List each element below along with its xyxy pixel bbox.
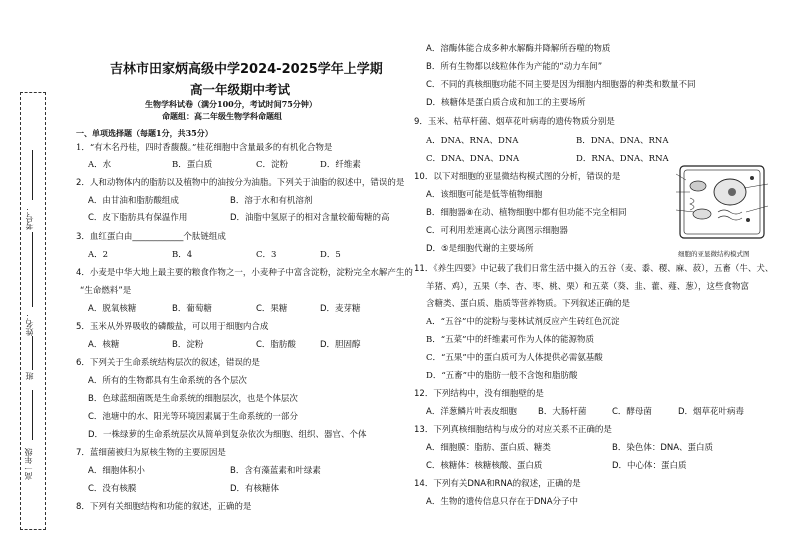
q6-option-c[interactable]: C．池塘中的水、阳光等环境因素属于生命系统的一部分 xyxy=(88,412,298,422)
q12-option-d[interactable]: D．烟草花叶病毒 xyxy=(678,407,745,417)
q3-option-b[interactable]: B．4 xyxy=(172,250,193,260)
q12-option-b[interactable]: B．大肠杆菌 xyxy=(538,407,587,417)
q1-option-a[interactable]: A．水 xyxy=(88,160,112,170)
q8-option-a[interactable]: A．溶酶体能合成多种水解酶并降解所吞噬的物质 xyxy=(426,44,611,54)
q4-option-a[interactable]: A．脱氧核糖 xyxy=(88,304,137,314)
diagram-caption: 细胞的亚显微结构模式图 xyxy=(678,250,750,258)
class-label: 班 xyxy=(25,372,34,380)
q12-option-c[interactable]: C．酵母菌 xyxy=(612,407,652,417)
name-line xyxy=(32,336,33,370)
q14-stem: 14．下列有关DNA和RNA的叙述，正确的是 xyxy=(414,479,581,489)
q4-option-b[interactable]: B．葡萄糖 xyxy=(172,304,212,314)
q11-option-d[interactable]: D．“五畜”中的脂肪一般不含饱和脂肪酸 xyxy=(426,371,578,381)
q13-option-b[interactable]: B．染色体：DNA、蛋白质 xyxy=(612,443,714,453)
q14-option-a[interactable]: A．生物的遗传信息只存在于DNA分子中 xyxy=(426,497,579,507)
q7-option-c[interactable]: C．没有核膜 xyxy=(88,484,137,494)
chloroplast xyxy=(690,181,706,191)
q3-option-c[interactable]: C．3 xyxy=(256,250,277,260)
q2-option-d[interactable]: D．油脂中氢原子的相对含量较葡萄糖的高 xyxy=(230,213,390,223)
q6-option-d[interactable]: D．一株绿萝的生命系统层次从简单到复杂依次为细胞、组织、器官、个体 xyxy=(88,430,367,440)
class-line xyxy=(32,390,33,440)
name-label: 姓名： xyxy=(25,312,34,336)
q11-option-a[interactable]: A．“五谷”中的淀粉与斐林试剂反应产生砖红色沉淀 xyxy=(426,317,620,327)
q10-option-c[interactable]: C．可利用差速离心法分离图示细胞器 xyxy=(426,226,568,236)
q3-option-d[interactable]: D．5 xyxy=(320,250,341,260)
page-title: 吉林市田家炳高级中学2024-2025学年上学期 xyxy=(110,62,383,77)
cell-diagram xyxy=(674,162,770,250)
q13-stem: 13．下列真核细胞结构与成分的对应关系不正确的是 xyxy=(414,425,612,435)
q10-option-b[interactable]: B．细胞器⑧在动、植物细胞中都有但功能不完全相同 xyxy=(426,208,627,218)
grade-label: 高一年级 xyxy=(24,448,33,480)
q5-option-d[interactable]: D．胆固醇 xyxy=(320,340,361,350)
ribosome xyxy=(746,218,750,222)
q5-option-c[interactable]: C．脂肪酸 xyxy=(256,340,296,350)
mitochondrion xyxy=(693,209,711,219)
q8-stem: 8．下列有关细胞结构和功能的叙述，正确的是 xyxy=(76,502,252,512)
q3-stem: 3．血红蛋白由____________个肽链组成 xyxy=(76,232,226,242)
q5-stem: 5．玉米从外界吸收的磷酸盐，可以用于细胞内合成 xyxy=(76,322,269,332)
q7-option-a[interactable]: A．细胞体积小 xyxy=(88,466,145,476)
q1-option-c[interactable]: C．淀粉 xyxy=(256,160,289,170)
q8-option-c[interactable]: C．不同的真核细胞功能不同主要是因为细胞内细胞器的种类和数量不同 xyxy=(426,80,696,90)
subject-line: 生物学科试卷（满分100分，考试时间75分钟） xyxy=(145,99,317,109)
q4-stem-line1: 4．小麦是中华大地上最主要的粮食作物之一，小麦种子中富含淀粉，淀粉完全水解产生的 xyxy=(76,268,413,278)
q8-option-d[interactable]: D．核糖体是蛋白质合成和加工的主要场所 xyxy=(426,98,586,108)
q9-option-a[interactable]: A．DNA、RNA、DNA xyxy=(426,136,519,146)
q4-option-c[interactable]: C．果糖 xyxy=(256,304,288,314)
q3-option-a[interactable]: A．2 xyxy=(88,250,109,260)
q11-stem-line1: 11．《养生四要》中记载了我们日常生活中摄入的五谷（麦、黍、稷、麻、菽），五畜（牛、犬、 xyxy=(414,264,774,274)
q10-option-d[interactable]: D．⑤是细胞代谢的主要场所 xyxy=(426,244,534,254)
q6-option-a[interactable]: A．所有的生物都具有生命系统的各个层次 xyxy=(88,376,247,386)
exam-number-label: 考号： xyxy=(25,206,34,230)
q13-option-a[interactable]: A．细胞膜：脂肪、蛋白质、糖类 xyxy=(426,443,551,453)
q7-stem: 7．蓝细菌被归为原核生物的主要原因是 xyxy=(76,448,226,458)
q10-option-a[interactable]: A．该细胞可能是低等植物细胞 xyxy=(426,190,543,200)
q12-option-a[interactable]: A．洋葱鳞片叶表皮细胞 xyxy=(426,407,517,417)
q7-option-b[interactable]: B．含有藻蓝素和叶绿素 xyxy=(230,466,321,476)
q1-stem: 1．“有木名丹桂，四时香馥馥。”桂花细胞中含量最多的有机化合物是 xyxy=(76,143,333,153)
q5-option-b[interactable]: B．淀粉 xyxy=(172,340,204,350)
q4-option-d[interactable]: D．麦芽糖 xyxy=(320,304,361,314)
q8-option-b[interactable]: B．所有生物都以线粒体作为产能的“动力车间” xyxy=(426,62,603,72)
exam-number-line-2 xyxy=(32,232,33,307)
q1-option-d[interactable]: D．纤维素 xyxy=(320,160,361,170)
q4-stem-line2: “生命燃料”是 xyxy=(80,286,132,296)
q12-stem: 12．下列结构中，没有细胞壁的是 xyxy=(414,389,544,399)
q13-option-d[interactable]: D．中心体：蛋白质 xyxy=(612,461,687,471)
q2-stem: 2．人和动物体内的脂肪以及植物中的油按分为油脂。下列关于油脂的叙述中，错误的是 xyxy=(76,178,405,188)
q6-option-b[interactable]: B．色球蓝细菌既是生命系统的细胞层次，也是个体层次 xyxy=(88,394,298,404)
q9-option-d[interactable]: D．RNA、DNA、RNA xyxy=(576,154,669,164)
q6-stem: 6．下列关于生命系统结构层次的叙述，错误的是 xyxy=(76,358,260,368)
q11-option-b[interactable]: B．“五菜”中的纤维素可作为人体的能源物质 xyxy=(426,335,594,345)
setter-line: 命题组：高二年级生物学科命题组 xyxy=(162,111,282,121)
q11-stem-line3: 含糖类、蛋白质、脂质等营养物质。下列叙述正确的是 xyxy=(426,299,631,309)
q11-stem-line2: 羊猪、鸡），五果（李、杏、枣、桃、栗）和五菜（葵、韭、藿、薤、葱），这些食物富 xyxy=(426,282,750,292)
q2-option-b[interactable]: B．溶于水和有机溶剂 xyxy=(230,196,313,206)
q10-stem: 10．以下对细胞的亚显微结构模式图的分析，错误的是 xyxy=(414,172,621,182)
nucleolus xyxy=(728,188,736,196)
q13-option-c[interactable]: C．核糖体：核糖核酸、蛋白质 xyxy=(426,461,543,471)
exam-title: 高一年级期中考试 xyxy=(190,82,291,97)
q9-option-b[interactable]: B．DNA、DNA、RNA xyxy=(576,136,669,146)
q9-option-c[interactable]: C．DNA、DNA、DNA xyxy=(426,154,520,164)
section-heading: 一、单项选择题（每题1分，共35分） xyxy=(76,128,213,138)
q2-option-c[interactable]: C．皮下脂肪具有保温作用 xyxy=(88,213,188,223)
q2-option-a[interactable]: A．由甘油和脂肪酸组成 xyxy=(88,196,179,206)
q11-option-c[interactable]: C．“五果”中的蛋白质可为人体提供必需氨基酸 xyxy=(426,353,603,363)
exam-number-line xyxy=(32,150,33,200)
q9-stem: 9．玉米、枯草杆菌、烟草花叶病毒的遗传物质分别是 xyxy=(414,117,615,127)
q7-option-d[interactable]: D．有核糖体 xyxy=(230,484,280,494)
q5-option-a[interactable]: A．核糖 xyxy=(88,340,120,350)
q1-option-b[interactable]: B．蛋白质 xyxy=(172,160,213,170)
centriole xyxy=(750,176,754,180)
